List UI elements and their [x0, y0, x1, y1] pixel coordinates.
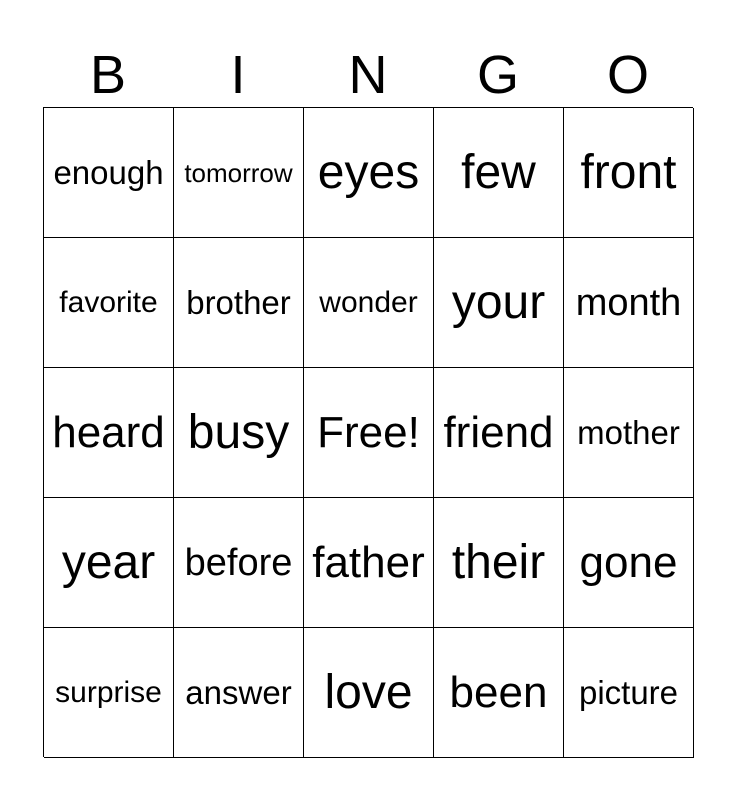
- bingo-cell[interactable]: your: [434, 238, 564, 368]
- bingo-cell[interactable]: answer: [174, 628, 304, 758]
- bingo-cell[interactable]: favorite: [44, 238, 174, 368]
- bingo-cell[interactable]: father: [304, 498, 434, 628]
- bingo-cell[interactable]: enough: [44, 108, 174, 238]
- header-letter-b: B: [89, 45, 127, 105]
- bingo-cell[interactable]: before: [174, 498, 304, 628]
- bingo-cell[interactable]: been: [434, 628, 564, 758]
- bingo-cell[interactable]: love: [304, 628, 434, 758]
- bingo-cell[interactable]: heard: [44, 368, 174, 498]
- bingo-cell[interactable]: front: [564, 108, 694, 238]
- header-letter-n: N: [348, 45, 388, 105]
- bingo-cell[interactable]: surprise: [44, 628, 174, 758]
- bingo-cell[interactable]: few: [434, 108, 564, 238]
- bingo-cell[interactable]: picture: [564, 628, 694, 758]
- header-letter-g: G: [476, 45, 519, 105]
- bingo-cell[interactable]: busy: [174, 368, 304, 498]
- bingo-cell[interactable]: their: [434, 498, 564, 628]
- bingo-cell[interactable]: mother: [564, 368, 694, 498]
- bingo-cell[interactable]: wonder: [304, 238, 434, 368]
- header-letter-o: O: [606, 45, 649, 105]
- bingo-cell[interactable]: tomorrow: [174, 108, 304, 238]
- bingo-cell[interactable]: year: [44, 498, 174, 628]
- header-letter-i: I: [230, 45, 246, 105]
- bingo-board: [43, 107, 693, 757]
- bingo-cell[interactable]: friend: [434, 368, 564, 498]
- bingo-cell[interactable]: brother: [174, 238, 304, 368]
- free-space-cell[interactable]: Free!: [304, 368, 434, 498]
- bingo-cell[interactable]: gone: [564, 498, 694, 628]
- bingo-cell[interactable]: month: [564, 238, 694, 368]
- bingo-cell[interactable]: eyes: [304, 108, 434, 238]
- bingo-header: [43, 44, 693, 106]
